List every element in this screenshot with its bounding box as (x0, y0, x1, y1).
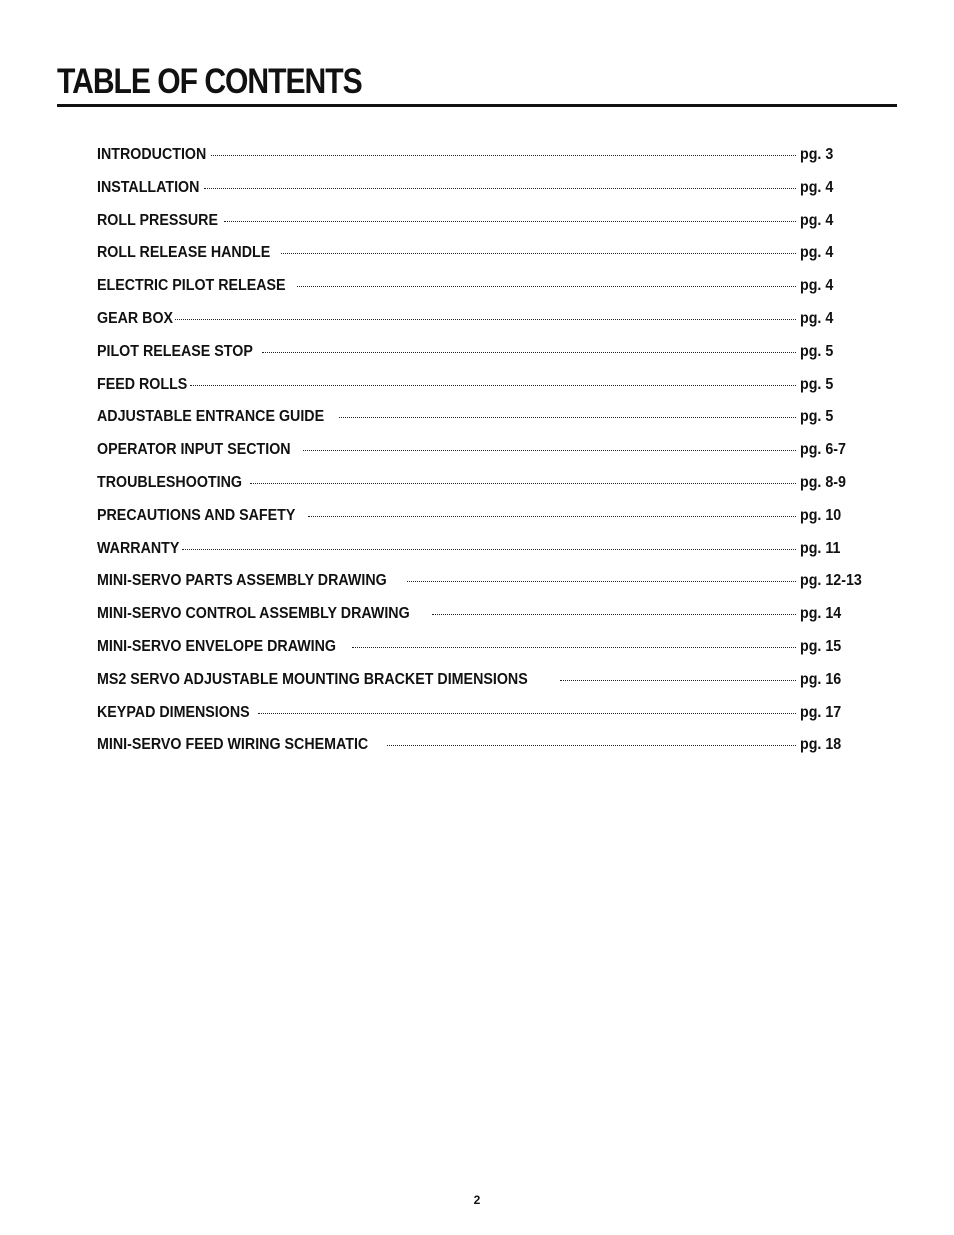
toc-entry-title: PRECAUTIONS AND SAFETY (97, 506, 296, 524)
page-number: 2 (473, 1193, 481, 1207)
toc-entry-title: MINI-SERVO CONTROL ASSEMBLY DRAWING (97, 605, 410, 623)
table-of-contents (97, 143, 872, 766)
dot-leader (175, 318, 796, 320)
dot-leader (560, 679, 796, 681)
dot-leader (387, 744, 796, 746)
toc-entry[interactable] (97, 635, 872, 668)
dot-leader (407, 580, 796, 582)
toc-entry-title: MINI-SERVO FEED WIRING SCHEMATIC (97, 736, 369, 754)
dot-leader (262, 351, 796, 353)
dot-leader (224, 220, 796, 222)
toc-entry[interactable] (97, 307, 872, 340)
toc-entry-title: ROLL PRESSURE (97, 211, 218, 229)
toc-entry[interactable] (97, 274, 872, 307)
toc-entry-page: pg. 5 (800, 342, 834, 360)
toc-entry[interactable] (97, 602, 872, 635)
toc-entry[interactable] (97, 733, 872, 766)
toc-entry-title: FEED ROLLS (97, 375, 188, 393)
toc-entry-page: pg. 16 (800, 670, 842, 688)
toc-entry[interactable] (97, 471, 872, 504)
toc-entry-page: pg. 4 (800, 309, 834, 327)
dot-leader (190, 384, 796, 386)
toc-entry-page: pg. 14 (800, 605, 842, 623)
dot-leader (308, 515, 796, 517)
toc-entry[interactable] (97, 373, 872, 406)
dot-leader (258, 712, 796, 714)
toc-entry[interactable] (97, 569, 872, 602)
toc-entry-page: pg. 4 (800, 211, 834, 229)
toc-entry-title: INTRODUCTION (97, 146, 207, 163)
toc-entry[interactable] (97, 340, 872, 373)
toc-entry-page: pg. 4 (800, 178, 834, 196)
toc-entry-title: GEAR BOX (97, 309, 174, 327)
toc-entry-title: KEYPAD DIMENSIONS (97, 703, 250, 721)
toc-entry-title: TROUBLESHOOTING (97, 473, 242, 491)
toc-entry-page: pg. 12-13 (800, 572, 862, 590)
toc-entry-page: pg. 3 (800, 146, 834, 163)
toc-entry[interactable] (97, 701, 872, 734)
dot-leader (204, 187, 796, 189)
toc-entry[interactable] (97, 143, 872, 176)
dot-leader (250, 482, 796, 484)
toc-entry-page: pg. 4 (800, 244, 834, 262)
toc-entry-title: ELECTRIC PILOT RELEASE (97, 277, 286, 295)
toc-entry-title: MS2 SERVO ADJUSTABLE MOUNTING BRACKET DIMENSIONS (97, 670, 528, 688)
toc-entry[interactable] (97, 241, 872, 274)
toc-entry-page: pg. 15 (800, 637, 842, 655)
toc-entry[interactable] (97, 405, 872, 438)
toc-entry[interactable] (97, 209, 872, 242)
toc-entry-page: pg. 5 (800, 408, 834, 426)
dot-leader (432, 613, 796, 615)
title-divider (57, 104, 897, 107)
page-title: TABLE OF CONTENTS (57, 62, 362, 101)
toc-entry-page: pg. 10 (800, 506, 842, 524)
toc-entry-page: pg. 11 (800, 539, 841, 557)
toc-entry-title: ROLL RELEASE HANDLE (97, 244, 271, 262)
toc-entry-page: pg. 18 (800, 736, 842, 754)
dot-leader (339, 416, 796, 418)
dot-leader (211, 154, 796, 156)
toc-entry-title: MINI-SERVO PARTS ASSEMBLY DRAWING (97, 572, 387, 590)
toc-entry-title: ADJUSTABLE ENTRANCE GUIDE (97, 408, 325, 426)
dot-leader (297, 285, 796, 287)
toc-entry-page: pg. 5 (800, 375, 834, 393)
dot-leader (182, 548, 796, 550)
dot-leader (303, 449, 796, 451)
toc-entry-title: WARRANTY (97, 539, 180, 557)
toc-entry[interactable] (97, 537, 872, 570)
toc-entry[interactable] (97, 438, 872, 471)
toc-entry[interactable] (97, 668, 872, 701)
dot-leader (352, 646, 796, 648)
toc-entry-page: pg. 8-9 (800, 473, 846, 491)
toc-entry-title: MINI-SERVO ENVELOPE DRAWING (97, 637, 337, 655)
toc-entry-title: PILOT RELEASE STOP (97, 342, 253, 360)
dot-leader (281, 252, 796, 254)
toc-entry-page: pg. 17 (800, 703, 842, 721)
toc-entry[interactable] (97, 176, 872, 209)
toc-entry[interactable] (97, 504, 872, 537)
toc-entry-title: INSTALLATION (97, 178, 200, 196)
toc-entry-page: pg. 4 (800, 277, 834, 295)
toc-entry-page: pg. 6-7 (800, 441, 846, 459)
toc-entry-title: OPERATOR INPUT SECTION (97, 441, 291, 459)
